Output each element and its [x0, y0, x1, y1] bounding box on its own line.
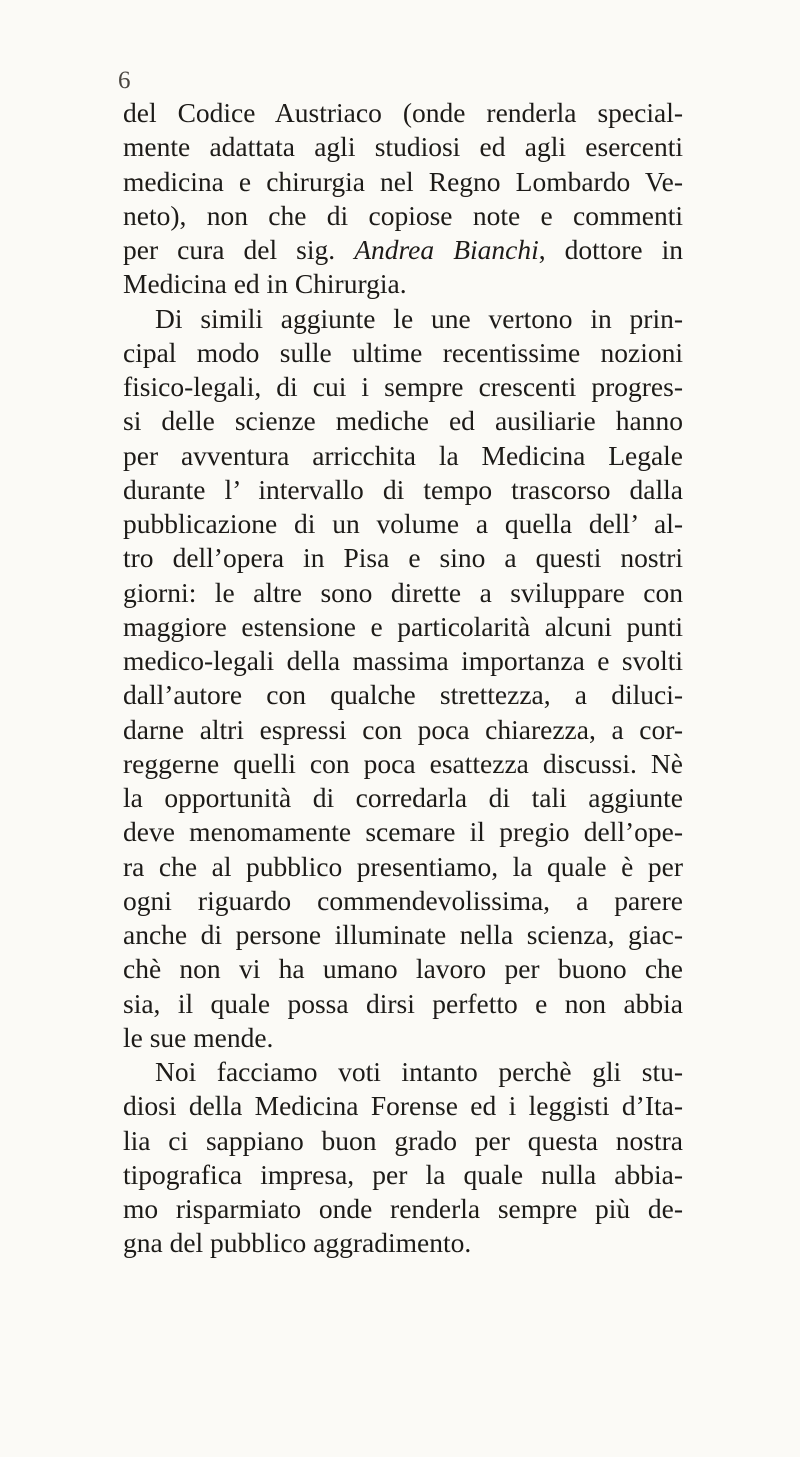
paragraph-2-line-4: si delle scienze mediche ed ausiliarie hanno — [123, 405, 683, 437]
text-line-4: neto), non che di copiose note e commenti — [123, 199, 683, 231]
paragraph-2-line-8: tro dell’opera in Pisa e sino a questi nostri — [123, 542, 683, 574]
paragraph-2-line-21: sia, il quale possa dirsi perfetto e non abbia — [123, 987, 683, 1019]
text-line-5-start: per cura del sig. — [123, 234, 355, 265]
paragraph-2-line-9: giorni: le altre sono dirette a sviluppare con — [123, 576, 683, 608]
paragraph-3-line-2: diosi della Medicina Forense ed i leggisti d’Ita- — [123, 1090, 683, 1122]
paragraph-2-line-3: fisico-legali, di cui i sempre crescenti progres- — [123, 371, 683, 402]
paragraph-2-line-16: deve menomamente scemare il pregio dell’ope- — [123, 816, 683, 848]
paragraph-2-line-12: dall’autore con qualche strettezza, a diluci- — [123, 679, 683, 711]
paragraph-2-line-6: durante l’ intervallo di tempo trascorso dalla — [123, 473, 683, 505]
paragraph-2-line-13: darne altri espressi con poca chiarezza, a cor- — [123, 713, 683, 745]
text-line-3: medicina e chirurgia nel Regno Lombardo Ve- — [123, 165, 683, 197]
text-line-2: mente adattata agli studiosi ed agli esercenti — [123, 131, 683, 163]
paragraph-2-line-19: anche di persone illuminate nella scienza, giac- — [123, 919, 683, 950]
text-line-6: Medicina ed in Chirurgia. — [123, 268, 407, 300]
author-name: Andrea Bianchi — [354, 234, 539, 265]
paragraph-2-line-1: Di simili aggiunte le une vertono in prin- — [155, 302, 683, 334]
paragraph-2-line-7: pubblicazione di un volume a quella dell’ al- — [123, 508, 683, 539]
paragraph-2-line-2: cipal modo sulle ultime recentissime nozioni — [123, 336, 683, 368]
paragraph-2-line-10: maggiore estensione e particolarità alcuni punti — [123, 610, 683, 642]
text-line-5-end: , dottore in — [538, 234, 683, 265]
paragraph-2-line-18: ogni riguardo commendevolissima, a parere — [123, 884, 683, 916]
paragraph-2-line-15: la opportunità di corredarla di tali aggiunte — [123, 782, 683, 813]
paragraph-3-line-6: gna del pubblico aggradimento. — [123, 1227, 472, 1259]
paragraph-2-line-20: chè non vi ha umano lavoro per buono che — [123, 953, 683, 985]
page-number: 6 — [118, 67, 131, 94]
paragraph-3-line-5: mo risparmiato onde renderla sempre più de- — [123, 1193, 683, 1224]
text-line-5 — [123, 233, 683, 267]
text-line-1: del Codice Austriaco (onde renderla special- — [123, 97, 683, 128]
paragraph-3-line-4: tipografica impresa, per la quale nulla abbia- — [123, 1158, 683, 1190]
paragraph-2-line-17: ra che al pubblico presentiamo, la quale è per — [123, 850, 683, 882]
paragraph-3-line-1: Noi facciamo voti intanto perchè gli stu- — [155, 1056, 683, 1087]
paragraph-3-line-3: lia ci sappiano buon grado per questa nostra — [123, 1124, 683, 1156]
body-text — [123, 96, 683, 1261]
paragraph-2-line-5: per avventura arricchita la Medicina Legale — [123, 439, 683, 471]
paragraph-2-line-14: reggerne quelli con poca esattezza discussi. Nè — [123, 747, 683, 779]
paragraph-2-line-22: le sue mende. — [123, 1021, 274, 1053]
paragraph-2-line-11: medico-legali della massima importanza e svolti — [123, 645, 683, 676]
